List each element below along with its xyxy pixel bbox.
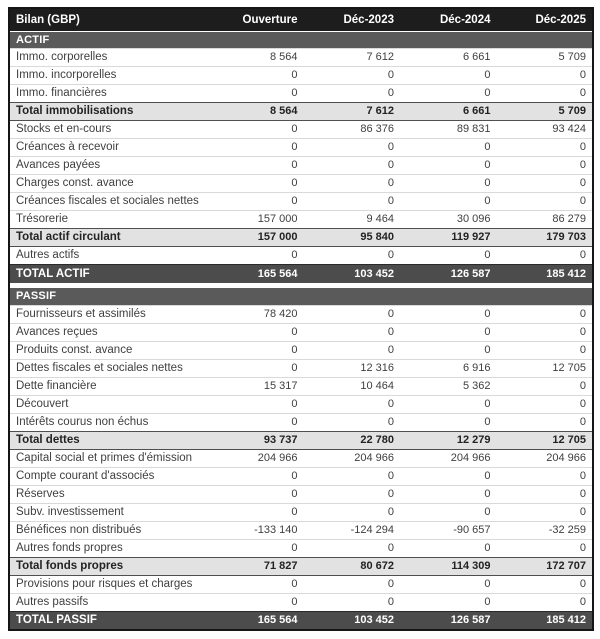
table-row (9, 305, 593, 323)
table-row (9, 413, 593, 431)
cell-value: 0 (304, 341, 401, 359)
cell-value: 0 (304, 323, 401, 341)
cell-value: 80 672 (304, 557, 401, 575)
cell-value: 71 827 (207, 557, 304, 575)
cell-value: -124 294 (304, 521, 401, 539)
cell-value: 0 (400, 156, 497, 174)
cell-value: 0 (497, 174, 594, 192)
table-row (9, 485, 593, 503)
cell-value: 0 (207, 359, 304, 377)
cell-value: 86 279 (497, 210, 594, 228)
table-row (9, 503, 593, 521)
row-label: Bénéfices non distribués (9, 521, 207, 539)
cell-value: 0 (304, 84, 401, 102)
subtotal-row (9, 228, 593, 246)
table-row (9, 539, 593, 557)
row-label: Autres fonds propres (9, 539, 207, 557)
cell-value: 15 317 (207, 377, 304, 395)
cell-value: 0 (400, 575, 497, 593)
table-row (9, 48, 593, 66)
cell-value: 157 000 (207, 228, 304, 246)
cell-value: 0 (207, 84, 304, 102)
cell-value: 6 916 (400, 359, 497, 377)
cell-value: 0 (400, 84, 497, 102)
row-label: Compte courant d'associés (9, 467, 207, 485)
row-label: Avances payées (9, 156, 207, 174)
cell-value: 103 452 (304, 611, 401, 630)
column-header: Déc-2024 (400, 8, 497, 31)
cell-value: 0 (304, 138, 401, 156)
cell-value: 0 (304, 174, 401, 192)
cell-value: 7 612 (304, 102, 401, 120)
table-row (9, 575, 593, 593)
cell-value: 0 (400, 192, 497, 210)
subtotal-row (9, 102, 593, 120)
cell-value: 78 420 (207, 305, 304, 323)
cell-value: 126 587 (400, 611, 497, 630)
total-row (9, 264, 593, 283)
cell-value: 12 705 (497, 359, 594, 377)
row-label: Créances fiscales et sociales nettes (9, 192, 207, 210)
cell-value: 0 (400, 503, 497, 521)
cell-value: 0 (304, 575, 401, 593)
cell-value: 0 (400, 138, 497, 156)
table-row (9, 120, 593, 138)
cell-value: 0 (497, 192, 594, 210)
subtotal-row (9, 557, 593, 575)
cell-value: 165 564 (207, 264, 304, 283)
cell-value: 95 840 (304, 228, 401, 246)
cell-value: 0 (400, 593, 497, 611)
cell-value: 0 (497, 84, 594, 102)
table-header-row (9, 8, 593, 31)
cell-value: 0 (400, 413, 497, 431)
cell-value: 0 (497, 503, 594, 521)
cell-value: 0 (497, 138, 594, 156)
cell-value: 0 (207, 66, 304, 84)
row-label: Immo. incorporelles (9, 66, 207, 84)
section-header-row (9, 288, 593, 305)
cell-value: 204 966 (304, 449, 401, 467)
table-row (9, 84, 593, 102)
row-label: Total fonds propres (9, 557, 207, 575)
row-label: TOTAL ACTIF (9, 264, 207, 283)
cell-value: 0 (304, 156, 401, 174)
cell-value: 8 564 (207, 102, 304, 120)
row-label: Total dettes (9, 431, 207, 449)
cell-value: 0 (497, 323, 594, 341)
cell-value: 22 780 (304, 431, 401, 449)
balance-sheet-table (8, 7, 594, 631)
cell-value: 6 661 (400, 102, 497, 120)
cell-value: 0 (304, 413, 401, 431)
table-row (9, 521, 593, 539)
table-row (9, 138, 593, 156)
table-row (9, 341, 593, 359)
cell-value: 0 (400, 395, 497, 413)
cell-value: 0 (207, 120, 304, 138)
table-body (9, 31, 593, 630)
section-title: PASSIF (9, 288, 593, 305)
cell-value: 0 (497, 413, 594, 431)
cell-value: 0 (207, 323, 304, 341)
column-header: Déc-2023 (304, 8, 401, 31)
cell-value: 7 612 (304, 48, 401, 66)
cell-value: 126 587 (400, 264, 497, 283)
cell-value: 12 279 (400, 431, 497, 449)
cell-value: 0 (207, 467, 304, 485)
cell-value: 9 464 (304, 210, 401, 228)
cell-value: 0 (497, 485, 594, 503)
table-row (9, 593, 593, 611)
table-row (9, 246, 593, 264)
cell-value: 0 (400, 539, 497, 557)
cell-value: 5 709 (497, 48, 594, 66)
cell-value: 6 661 (400, 48, 497, 66)
row-label: Créances à recevoir (9, 138, 207, 156)
row-label: Provisions pour risques et charges (9, 575, 207, 593)
cell-value: -90 657 (400, 521, 497, 539)
cell-value: 0 (207, 174, 304, 192)
row-label: Immo. financières (9, 84, 207, 102)
cell-value: 0 (304, 467, 401, 485)
cell-value: 119 927 (400, 228, 497, 246)
cell-value: 0 (497, 395, 594, 413)
cell-value: 0 (400, 341, 497, 359)
cell-value: -32 259 (497, 521, 594, 539)
cell-value: 0 (497, 467, 594, 485)
cell-value: 0 (497, 377, 594, 395)
table-row (9, 449, 593, 467)
row-label: Dettes fiscales et sociales nettes (9, 359, 207, 377)
section-header-row (9, 31, 593, 48)
cell-value: 0 (207, 575, 304, 593)
table-row (9, 467, 593, 485)
row-label: Fournisseurs et assimilés (9, 305, 207, 323)
cell-value: 185 412 (497, 264, 594, 283)
row-label: Trésorerie (9, 210, 207, 228)
cell-value: 0 (304, 593, 401, 611)
table-row (9, 174, 593, 192)
cell-value: 5 362 (400, 377, 497, 395)
cell-value: 0 (304, 503, 401, 521)
cell-value: 0 (400, 66, 497, 84)
table-row (9, 323, 593, 341)
cell-value: 0 (207, 593, 304, 611)
cell-value: 86 376 (304, 120, 401, 138)
cell-value: 0 (304, 539, 401, 557)
cell-value: 172 707 (497, 557, 594, 575)
cell-value: -133 140 (207, 521, 304, 539)
row-label: Immo. corporelles (9, 48, 207, 66)
cell-value: 0 (207, 485, 304, 503)
row-label: Produits const. avance (9, 341, 207, 359)
cell-value: 89 831 (400, 120, 497, 138)
cell-value: 0 (207, 395, 304, 413)
table-row (9, 210, 593, 228)
cell-value: 0 (400, 485, 497, 503)
cell-value: 93 737 (207, 431, 304, 449)
cell-value: 0 (497, 575, 594, 593)
cell-value: 0 (304, 192, 401, 210)
cell-value: 12 705 (497, 431, 594, 449)
cell-value: 0 (304, 485, 401, 503)
cell-value: 204 966 (497, 449, 594, 467)
cell-value: 0 (400, 246, 497, 264)
cell-value: 0 (207, 503, 304, 521)
cell-value: 0 (207, 192, 304, 210)
cell-value: 0 (400, 467, 497, 485)
cell-value: 179 703 (497, 228, 594, 246)
section-title: ACTIF (9, 31, 593, 48)
row-label: Stocks et en-cours (9, 120, 207, 138)
cell-value: 0 (400, 174, 497, 192)
cell-value: 30 096 (400, 210, 497, 228)
row-label: TOTAL PASSIF (9, 611, 207, 630)
cell-value: 0 (304, 66, 401, 84)
table-row (9, 156, 593, 174)
cell-value: 0 (497, 593, 594, 611)
table-title-cell: Bilan (GBP) (9, 8, 207, 31)
cell-value: 114 309 (400, 557, 497, 575)
row-label: Intérêts courus non échus (9, 413, 207, 431)
row-label: Charges const. avance (9, 174, 207, 192)
cell-value: 185 412 (497, 611, 594, 630)
table-head (9, 8, 593, 31)
subtotal-row (9, 431, 593, 449)
cell-value: 103 452 (304, 264, 401, 283)
cell-value: 0 (497, 156, 594, 174)
cell-value: 0 (497, 341, 594, 359)
row-label: Total actif circulant (9, 228, 207, 246)
cell-value: 93 424 (497, 120, 594, 138)
cell-value: 0 (207, 246, 304, 264)
cell-value: 0 (304, 305, 401, 323)
cell-value: 10 464 (304, 377, 401, 395)
cell-value: 165 564 (207, 611, 304, 630)
row-label: Avances reçues (9, 323, 207, 341)
row-label: Découvert (9, 395, 207, 413)
cell-value: 0 (207, 138, 304, 156)
cell-value: 204 966 (207, 449, 304, 467)
cell-value: 0 (497, 305, 594, 323)
cell-value: 12 316 (304, 359, 401, 377)
cell-value: 0 (400, 323, 497, 341)
table-row (9, 377, 593, 395)
cell-value: 0 (497, 246, 594, 264)
cell-value: 0 (207, 539, 304, 557)
row-label: Subv. investissement (9, 503, 207, 521)
cell-value: 157 000 (207, 210, 304, 228)
cell-value: 0 (497, 539, 594, 557)
row-label: Capital social et primes d'émission (9, 449, 207, 467)
column-header: Ouverture (207, 8, 304, 31)
cell-value: 8 564 (207, 48, 304, 66)
table-row (9, 359, 593, 377)
cell-value: 0 (400, 305, 497, 323)
row-label: Réserves (9, 485, 207, 503)
cell-value: 0 (207, 156, 304, 174)
row-label: Total immobilisations (9, 102, 207, 120)
row-label: Autres passifs (9, 593, 207, 611)
cell-value: 0 (207, 413, 304, 431)
cell-value: 204 966 (400, 449, 497, 467)
cell-value: 0 (304, 395, 401, 413)
cell-value: 0 (207, 341, 304, 359)
table-row (9, 192, 593, 210)
row-label: Autres actifs (9, 246, 207, 264)
table-row (9, 395, 593, 413)
table-row (9, 66, 593, 84)
total-row (9, 611, 593, 630)
row-label: Dette financière (9, 377, 207, 395)
cell-value: 5 709 (497, 102, 594, 120)
cell-value: 0 (304, 246, 401, 264)
column-header: Déc-2025 (497, 8, 594, 31)
cell-value: 0 (497, 66, 594, 84)
